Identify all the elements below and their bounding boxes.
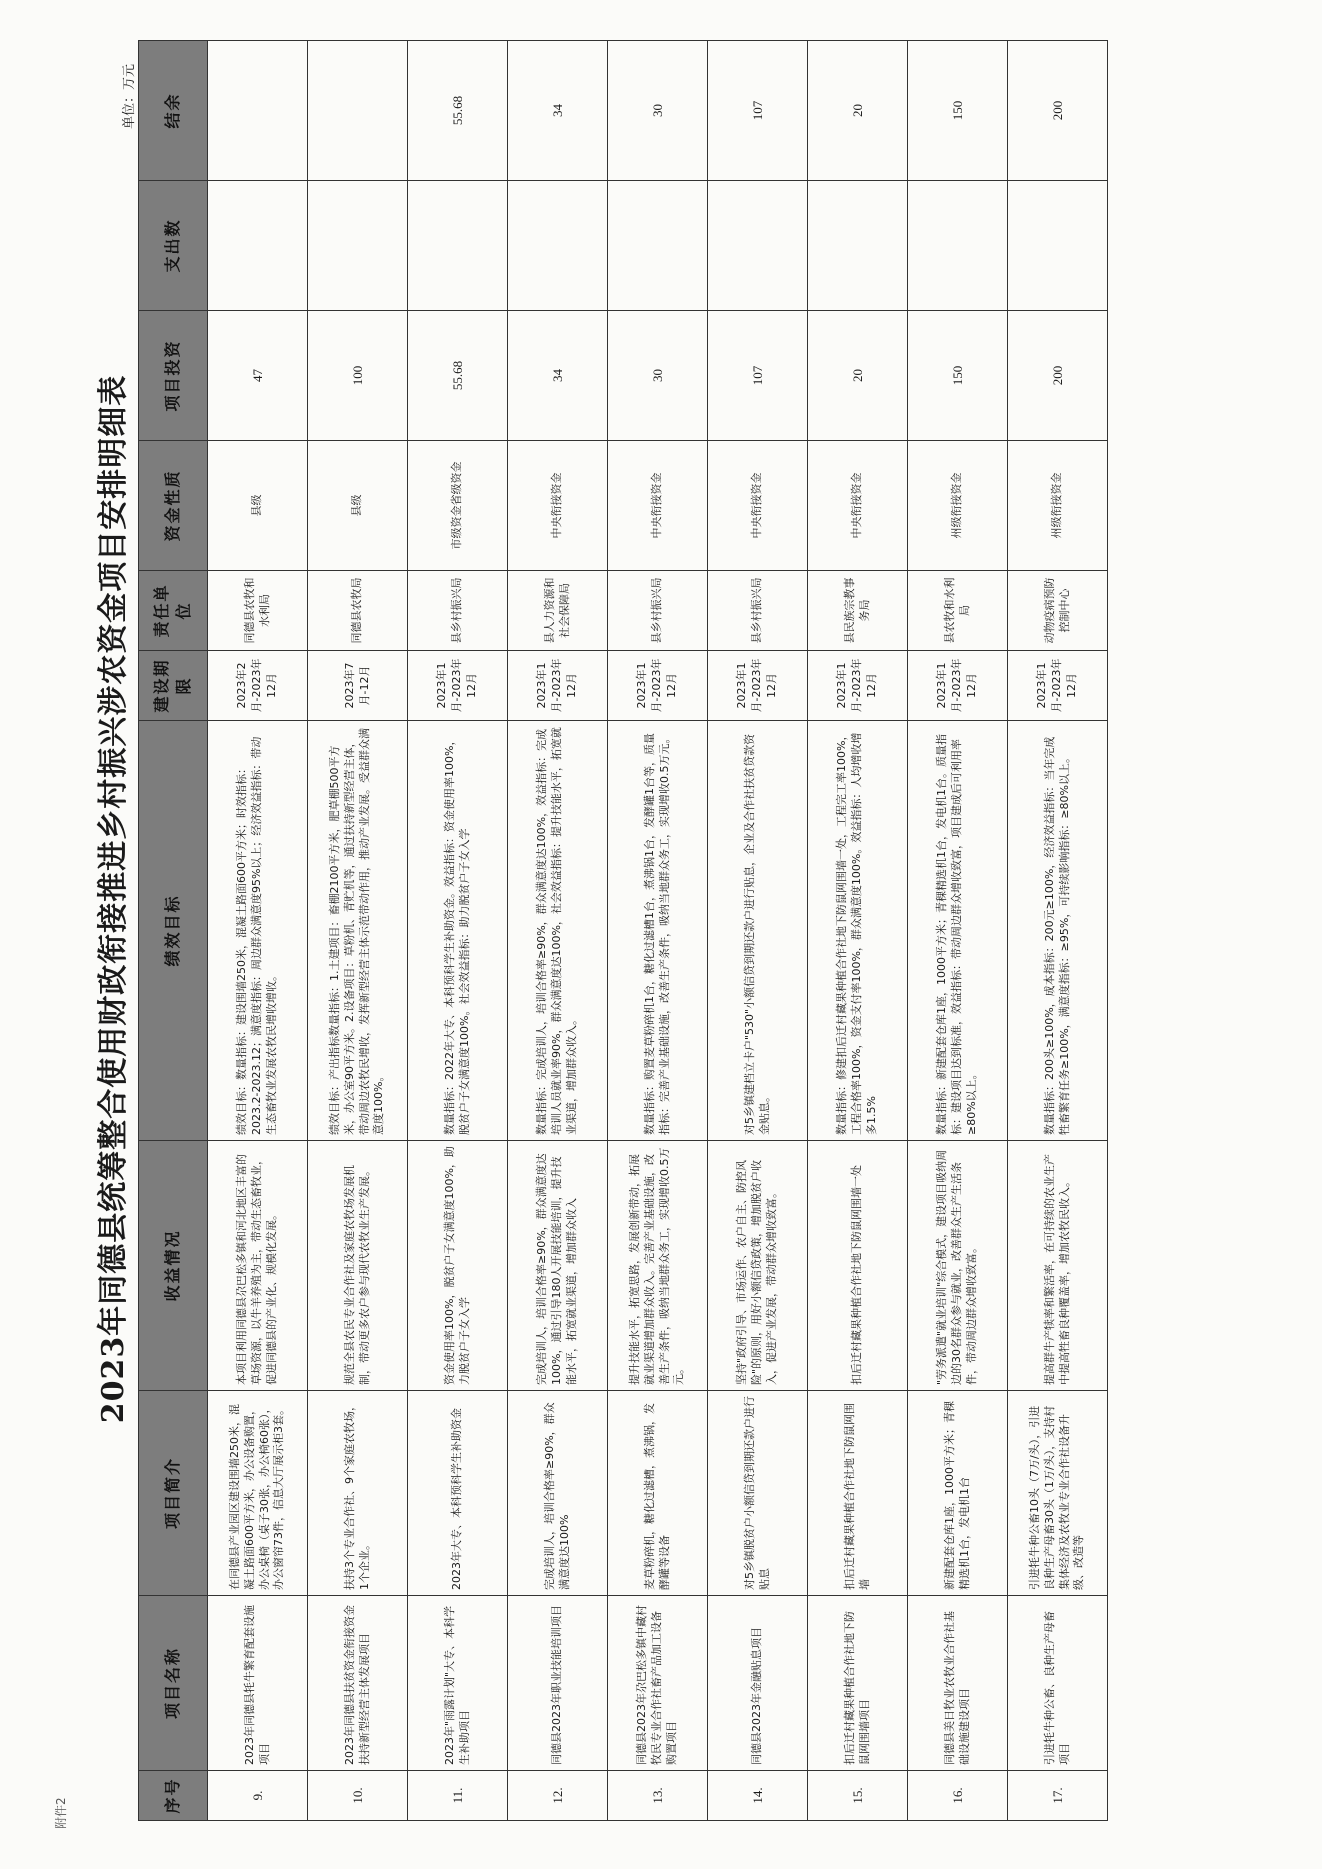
benefit-text: 坚持"政府引导、市场运作、农户自主、防控风险"的原则，用好小额信贷政策，增加脱贫户收入，促进产业发展，带动群众增收致富。 [708,1141,808,1391]
row-number: 16. [908,1771,1008,1821]
project-intro: 新建配套仓库1座，1000平方米；青稞精选机1台，发电机1台 [908,1391,1008,1596]
col-header-period: 建设期限 [139,651,208,721]
project-intro: 扶持3个专业合作社、9个家庭农牧场，1个企业。 [308,1391,408,1596]
balance-amount: 200 [1008,41,1108,181]
table-row [1008,41,1108,1821]
balance-amount [308,41,408,181]
project-name: 同德县2023年金融贴息项目 [708,1596,808,1771]
performance-target: 对5乡镇建档立卡户"530"小额信贷到期还款户进行贴息，企业及合作社扶贫贷款资金贴息。 [708,721,808,1141]
page-title: 2023年同德县统筹整合使用财政衔接推进乡村振兴涉农资金项目安排明细表 [96,374,131,1424]
attachment-label: 附件2 [54,1797,68,1829]
project-name: 2023年同德县牦牛繁育配套设施项目 [208,1596,308,1771]
investment-amount: 47 [208,311,308,441]
unit-label: 单位：万元 [122,63,137,129]
balance-amount: 55.68 [408,41,508,181]
construction-period: 2023年1月-2023年12月 [708,651,808,721]
fund-nature: 州级衔接资金 [1008,441,1108,571]
table-row [908,41,1008,1821]
benefit-text: "劳务派遣"就业培训"综合模式，建设项目吸纳周边的30名群众参与就业，改善群众生产生活条件，带动周边群众增收致富。 [908,1141,1008,1391]
project-intro: 扣后迁村藏果种植合作社地下防鼠网围墙 [808,1391,908,1596]
investment-amount: 200 [1008,311,1108,441]
performance-target: 数量指标：修建扣后迁村藏果种植合作社地下防鼠网围墙一处，工程完工率100%，工程合格率100%，资金支付率100%，群众满意度100%。效益指标：人均增收增多1.5% [808,721,908,1141]
table-row [608,41,708,1821]
performance-target: 数量指标：购置麦草粉碎机1台，糖化过滤槽1台，煮沸锅1台，发酵罐1台等，质量指标：完善产业基础设施，改善生产条件，吸纳当地群众务工，实现增收0.5万元。 [608,721,708,1141]
col-header-name: 项目名称 [139,1596,208,1771]
benefit-text: 完成培训人，培训合格率≥90%，群众满意度达100%，通过引导180人开展技能培训，提升技能水平，拓宽就业渠道，增加群众收入 [508,1141,608,1391]
responsible-unit: 县农牧和水利局 [908,571,1008,651]
responsible-unit: 动物疫病预防控制中心 [1008,571,1108,651]
balance-amount [208,41,308,181]
benefit-text: 本项目利用同德县尕巴松多镇和河北地区丰富的草场资源，以牛羊养殖为主，带动生态畜牧业，促进同德县的产业化、规模化发展。 [208,1141,308,1391]
row-number: 12. [508,1771,608,1821]
responsible-unit: 县乡村振兴局 [408,571,508,651]
table-row [708,41,808,1821]
table-row [408,41,508,1821]
spent-amount [708,181,808,311]
responsible-unit: 同德县农牧和水利局 [208,571,308,651]
balance-amount: 34 [508,41,608,181]
balance-amount: 20 [808,41,908,181]
col-header-benefit: 收益情况 [139,1141,208,1391]
project-name: 2023年"雨露计划"大专、本科学生补助项目 [408,1596,508,1771]
table-header-row [139,41,208,1821]
project-name: 2023年同德县扶贫资金衔接资金扶持新型经营主体发展项目 [308,1596,408,1771]
investment-amount: 20 [808,311,908,441]
row-number: 17. [1008,1771,1108,1821]
table-row [208,41,308,1821]
row-number: 14. [708,1771,808,1821]
fund-nature: 县级 [208,441,308,571]
construction-period: 2023年1月-2023年12月 [908,651,1008,721]
project-name: 引进牦牛种公畜、良种生产母畜项目 [1008,1596,1108,1771]
performance-target: 数量指标：200头≥100%，成本指标：200元≥100%，经济效益指标：当年完成牲畜繁育任务≥100%，满意度指标：≥95%，可持续影响指标：≥80%以上。 [1008,721,1108,1141]
project-intro: 麦草粉碎机，糖化过滤槽，煮沸锅，发酵罐等设备 [608,1391,708,1596]
col-header-balance: 结余 [139,41,208,181]
balance-amount: 30 [608,41,708,181]
row-number: 10. [308,1771,408,1821]
fund-nature: 县级 [308,441,408,571]
construction-period: 2023年1月-2023年12月 [608,651,708,721]
spent-amount [508,181,608,311]
investment-amount: 55.68 [408,311,508,441]
row-number: 11. [408,1771,508,1821]
benefit-text: 提高群牛产犊率和繁活率，在可持续的农业生产中提高牲畜良种覆盖率，增加农牧民收入。 [1008,1141,1108,1391]
spent-amount [608,181,708,311]
project-name: 同德县2023年尕巴松多镇中藏村牧民专业合作社畜产品加工设备购置项目 [608,1596,708,1771]
project-name: 同德县2023年职业技能培训项目 [508,1596,608,1771]
performance-target: 数量指标：新建配套仓库1座，1000平方米；青稞精选机1台，发电机1台。质量指标：建设项目达到标准，效益指标：带动周边群众增收致富，项目建成后可利用率≥80%以上。 [908,721,1008,1141]
investment-amount: 100 [308,311,408,441]
fund-nature: 中央衔接资金 [708,441,808,571]
col-header-unit: 责任单位 [139,571,208,651]
performance-target: 绩效目标：产出指标数量指标：1.土建项目：畜棚2100平方米，肥草棚500平方米，办公室90平方米。2.设备项目：草粉机、青贮机等，通过扶持新型经营主体，带动周边农牧民增收，发挥新型经营主体示范带动作用，推动产业发展。受益群众满意度100%。 [308,721,408,1141]
project-name: 扣后迁村藏果种植合作社地下防鼠网围墙项目 [808,1596,908,1771]
responsible-unit: 同德县农牧局 [308,571,408,651]
investment-amount: 150 [908,311,1008,441]
balance-amount: 150 [908,41,1008,181]
benefit-text: 提升技能水平，拓宽思路，发展创新带动，拓展就业渠道增加群众收入。完善产业基础设施，改善生产条件，吸纳当地群众务工，实现增收0.5万元。 [608,1141,708,1391]
construction-period: 2023年1月-2023年12月 [408,651,508,721]
responsible-unit: 县乡村振兴局 [708,571,808,651]
responsible-unit: 县民族宗教事务局 [808,571,908,651]
benefit-text: 规范全县农民专业合作社及家庭农牧场发展机制，带动更多农户参与现代农牧业生产发展。 [308,1141,408,1391]
construction-period: 2023年1月-2023年12月 [1008,651,1108,721]
table-row [808,41,908,1821]
investment-amount: 34 [508,311,608,441]
col-header-spent: 支出数 [139,181,208,311]
col-header-invest: 项目投资 [139,311,208,441]
project-intro: 对5乡镇脱贫户小额信贷到期还款户进行贴息 [708,1391,808,1596]
row-number: 13. [608,1771,708,1821]
construction-period: 2023年2月-2023年12月 [208,651,308,721]
benefit-text: 资金使用率100%，脱贫户子女满意度100%，助力脱贫户子女入学 [408,1141,508,1391]
col-header-intro: 项目简介 [139,1391,208,1596]
benefit-text: 扣后迁村藏果种植合作社地下防鼠网围墙一处 [808,1141,908,1391]
construction-period: 2023年1月-2023年12月 [508,651,608,721]
col-header-no: 序号 [139,1771,208,1821]
spent-amount [908,181,1008,311]
project-intro: 2023年大专、本科预科学生补助资金 [408,1391,508,1596]
table-row [308,41,408,1821]
fund-nature: 州级衔接资金 [908,441,1008,571]
project-intro: 引进牦牛种公畜10头（7万/头），引进良种生产母畜30头（1万/头），支持村集体经济及农牧业专业合作社设备升级、改造等 [1008,1391,1108,1596]
responsible-unit: 县人力资源和社会保障局 [508,571,608,651]
row-number: 9. [208,1771,308,1821]
performance-target: 绩效目标：数量指标：建设围墙250米，混凝土路面600平方米；时效指标：2023.2-2023.12；满意度指标：周边群众满意度95%以上；经济效益指标：带动生态畜牧业发展农牧民增收增收。 [208,721,308,1141]
performance-target: 数量指标：完成培训人，培训合格率≥90%，群众满意度达100%，效益指标：完成培训人员就业率90%，群众满意度达100%，社会效益指标：提升技能水平，拓宽就业渠道，增加群众收入。 [508,721,608,1141]
investment-amount: 107 [708,311,808,441]
investment-amount: 30 [608,311,708,441]
col-header-fund: 资金性质 [139,441,208,571]
fund-nature: 市级资金省级资金 [408,441,508,571]
spent-amount [208,181,308,311]
col-header-target: 绩效目标 [139,721,208,1141]
fund-nature: 中央衔接资金 [508,441,608,571]
project-name: 同德县美日牧业农牧业合作社基础设施建设项目 [908,1596,1008,1771]
performance-target: 数量指标：2022年大专、本科预科学生补助资金。效益指标：资金使用率100%，脱贫户子女满意度100%。社会效益指标：助力脱贫户子女入学 [408,721,508,1141]
row-number: 15. [808,1771,908,1821]
fund-nature: 中央衔接资金 [808,441,908,571]
project-intro: 在同德县产业园区建设围墙250米，混凝土路面600平方米，办公设备购置，办公桌椅（桌子30张，办公椅60张），办公窗帘73件，信息大厅展示柜3套。 [208,1391,308,1596]
spent-amount [808,181,908,311]
fund-nature: 中央衔接资金 [608,441,708,571]
project-table [138,40,1108,1821]
spent-amount [1008,181,1108,311]
construction-period: 2023年1月-2023年12月 [808,651,908,721]
responsible-unit: 县乡村振兴局 [608,571,708,651]
balance-amount: 107 [708,41,808,181]
table-body [208,41,1108,1821]
spent-amount [308,181,408,311]
construction-period: 2023年7月-12月 [308,651,408,721]
project-intro: 完成培训人，培训合格率≥90%，群众满意度达100% [508,1391,608,1596]
table-row [508,41,608,1821]
spent-amount [408,181,508,311]
